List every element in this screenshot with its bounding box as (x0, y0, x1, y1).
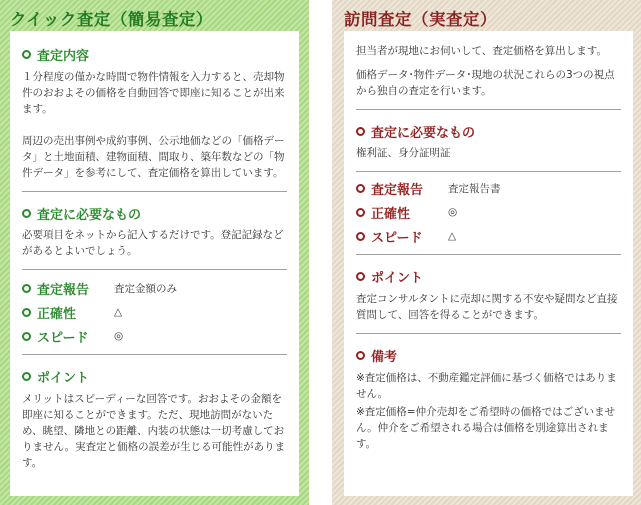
notes-paragraph-1: ※査定価格は、不動産鑑定評価に基づく価格ではありません。 (356, 372, 617, 400)
content-paragraph-2: 周辺の売出事例や成約事例、公示地価などの「価格データ」と土地面積、建物面積、間取り、築年数などの「物件データ」を参考にして、査定価格を算出しています。 (22, 135, 285, 179)
rating-label-text: 正確性 (37, 306, 77, 322)
rating-value: △ (448, 230, 457, 242)
section-heading-required (356, 122, 621, 141)
ratings-list (22, 276, 287, 348)
divider (22, 191, 287, 192)
rating-label (356, 179, 448, 198)
section-heading-label: ポイント (37, 371, 90, 386)
rating-label-text: スピード (371, 230, 423, 246)
rating-label (22, 279, 114, 298)
rating-label (356, 203, 448, 222)
quick-assessment-panel (0, 0, 309, 505)
content-paragraph-1: １分程度の僅かな時間で物件情報を入力すると、売却物件のおおよその価格を自動回答で即座に知ることが出来ます。 (22, 71, 285, 115)
rating-speed (22, 324, 287, 348)
bullet-icon (22, 372, 31, 381)
visit-assessment-panel (332, 0, 641, 505)
rating-accuracy (356, 200, 621, 224)
panel-title: 訪問査定（実査定） (344, 10, 497, 29)
rating-report (356, 176, 621, 200)
rating-report (22, 276, 287, 300)
rating-label-text: 査定報告 (371, 182, 424, 198)
bullet-icon (356, 127, 365, 136)
rating-value: ◎ (448, 206, 458, 218)
rating-speed (356, 224, 621, 248)
divider (356, 109, 621, 110)
bullet-icon (356, 208, 365, 217)
bullet-icon (22, 308, 31, 317)
section-heading-required (22, 204, 287, 223)
section-heading-point (22, 367, 287, 386)
bullet-icon (22, 332, 31, 341)
required-text: 必要項目をネットから記入するだけです。登記記録などがあるとよいでしょう。 (22, 229, 284, 257)
section-heading-label: 査定内容 (37, 49, 90, 64)
divider (356, 254, 621, 255)
panel-title: クイック査定（簡易査定） (10, 10, 213, 29)
required-text: 権利証、身分証明証 (356, 147, 451, 159)
section-heading-label: ポイント (371, 271, 424, 286)
rating-label-text: 正確性 (371, 206, 411, 222)
divider (356, 171, 621, 172)
bullet-icon (356, 272, 365, 281)
rating-value: 査定金額のみ (114, 282, 177, 295)
panel-card (344, 31, 633, 496)
intro-paragraph-1: 担当者が現地にお伺いして、査定価格を算出します。 (356, 45, 607, 57)
point-text: 査定コンサルタントに売却に関する不安や疑問など直接質問して、回答を得ることができます。 (356, 293, 618, 321)
intro-paragraph-2: 価格データ･物件データ･現地の状況これらの3つの視点から独自の査定を行います。 (356, 69, 615, 97)
section-heading-notes (356, 346, 621, 365)
section-heading-label: 備考 (371, 350, 398, 365)
bullet-icon (356, 184, 365, 193)
notes-paragraph-2: ※査定価格=仲介売却をご希望時の価格ではございません。仲介をご希望される場合は価格を別途算出されます。 (356, 406, 616, 450)
point-text: メリットはスピーディーな回答です。おおよその金額を即座に知ることができます。ただ、現地訪問がないため、眺望、隣地との距離、内装の状態は一切考慮しておりません。実査定と価格の誤差が生じる可能性があります。 (22, 393, 286, 469)
rating-label-text: 査定報告 (37, 282, 90, 298)
bullet-icon (22, 209, 31, 218)
section-heading-label: 査定に必要なもの (37, 208, 142, 223)
panel-card (10, 31, 299, 496)
rating-label (22, 303, 114, 322)
bullet-icon (356, 232, 365, 241)
rating-label (22, 327, 114, 346)
divider (356, 333, 621, 334)
bullet-icon (22, 284, 31, 293)
rating-accuracy (22, 300, 287, 324)
divider (22, 269, 287, 270)
rating-value: ◎ (114, 330, 124, 342)
section-heading-point (356, 267, 621, 286)
bullet-icon (22, 50, 31, 59)
rating-value: 査定報告書 (448, 182, 501, 195)
rating-label-text: スピード (37, 330, 89, 346)
bullet-icon (356, 351, 365, 360)
ratings-list (356, 176, 621, 248)
rating-value: △ (114, 306, 123, 318)
section-heading-content (22, 45, 287, 64)
divider (22, 354, 287, 355)
rating-label (356, 227, 448, 246)
section-heading-label: 査定に必要なもの (371, 126, 476, 141)
